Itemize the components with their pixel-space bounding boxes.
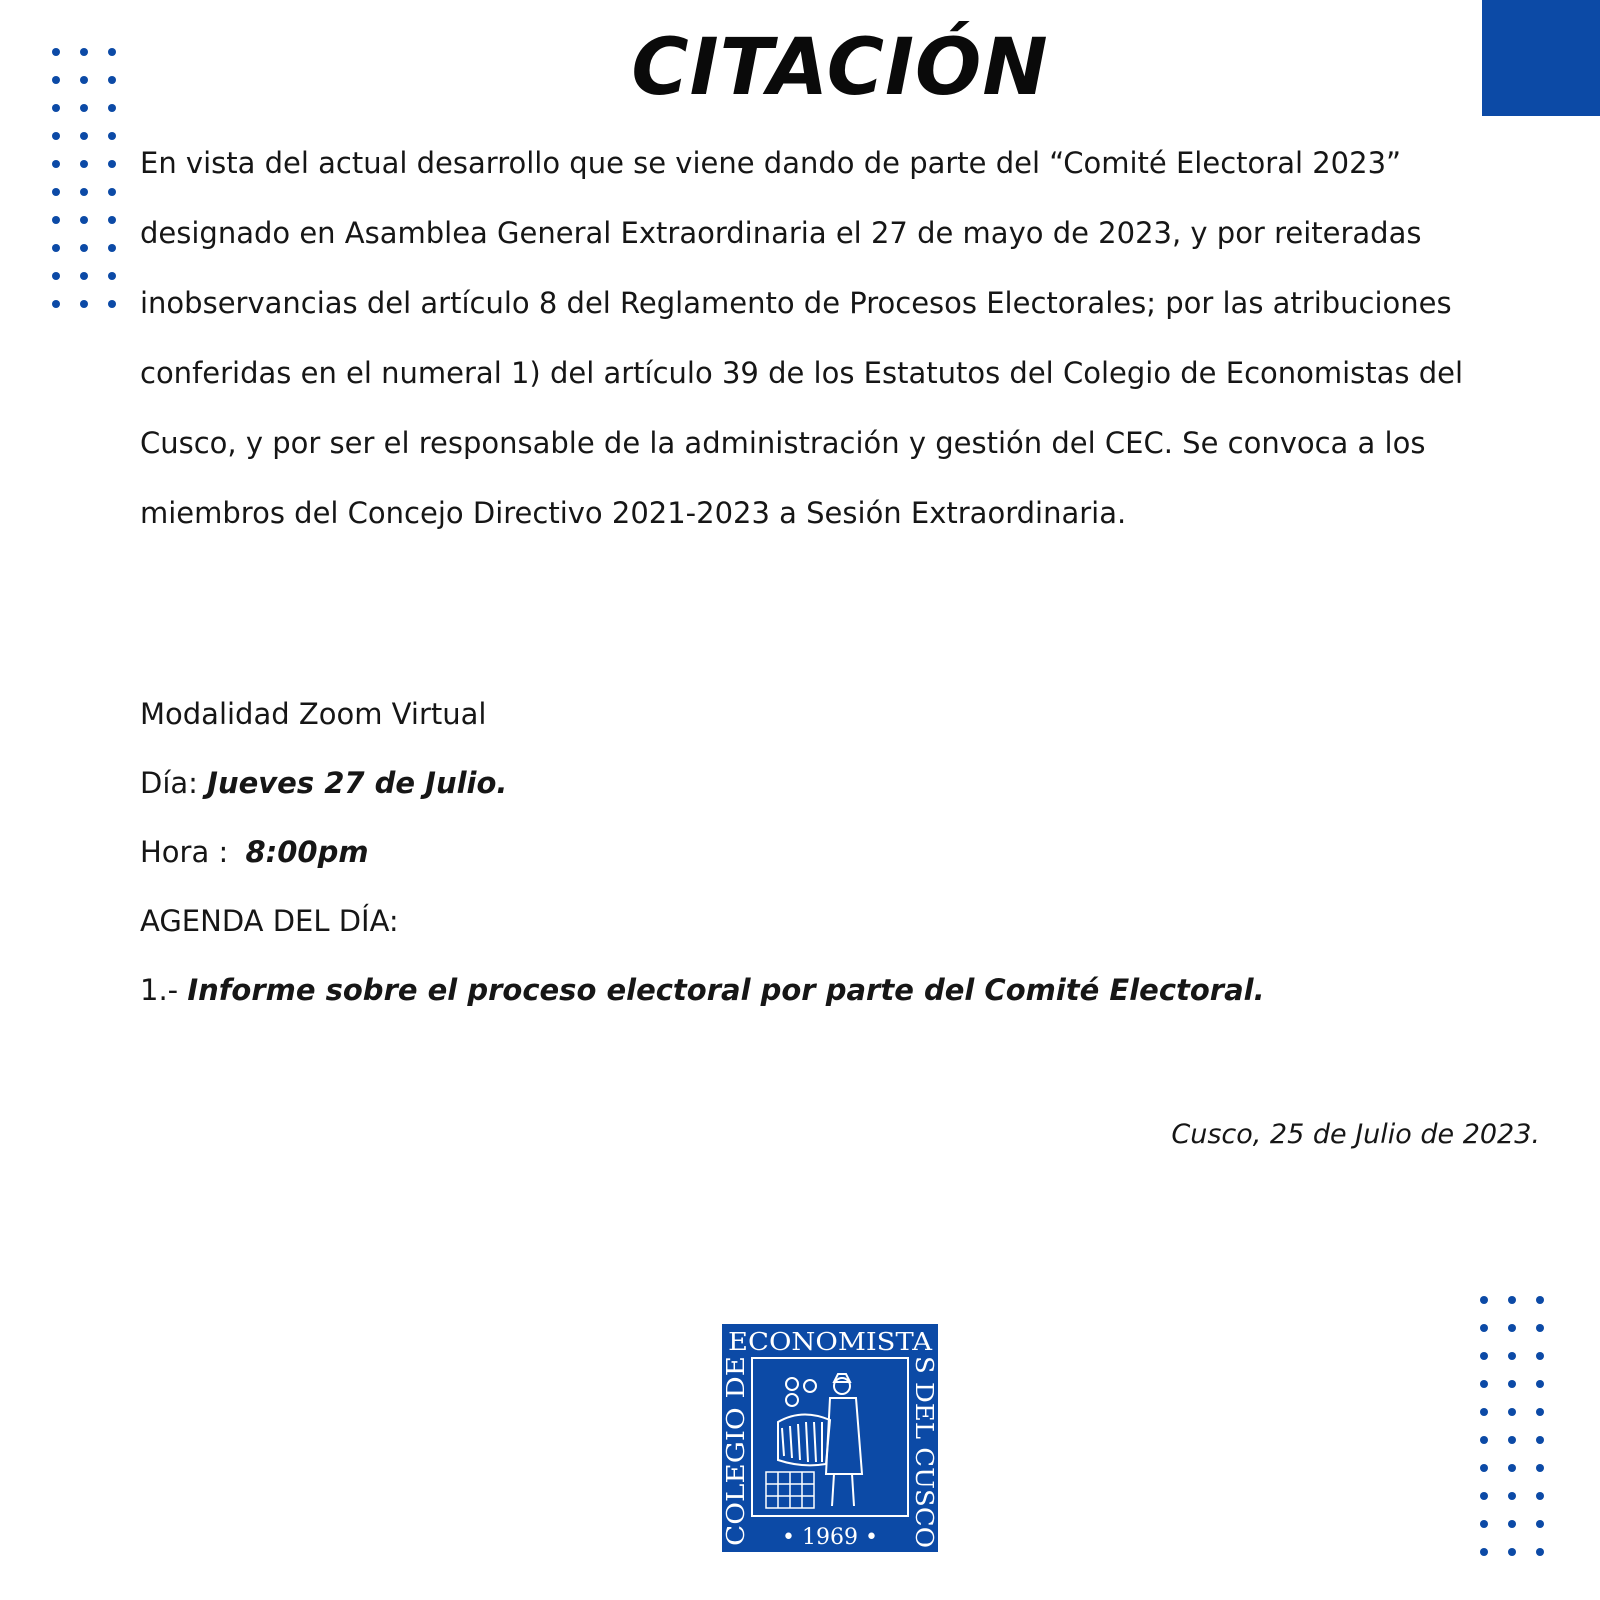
logo-left-text: COLEGIO DE — [722, 1381, 750, 1546]
logo-right-text: S DEL CUSCO — [910, 1356, 938, 1534]
agenda-item-number: 1.- — [140, 973, 179, 1007]
day-line — [140, 763, 507, 803]
body-paragraph: En vista del actual desarrollo que se viene dando de parte del “Comité Electoral 2023” designado en Asamblea General Extraordinaria el 27 de mayo de 2023, y por reiteradas inobservancias del artículo 8 del Reglamento de Procesos Electorales; por las atribuciones conferidas en el numeral 1) del artículo 39 de los Estatutos del Colegio de Economistas del Cusco, y por ser el responsable de la administración y gestión del CEC. Se convoca a los miembros del Concejo Directivo 2021-2023 a Sesión Extraordinaria. — [140, 146, 1464, 530]
logo-year: • 1969 • — [782, 1525, 878, 1550]
day-label: Día: — [140, 766, 198, 800]
decorative-dots-bottom-right — [1480, 1296, 1544, 1556]
time-label: Hora : — [140, 835, 229, 869]
day-value: Jueves 27 de Julio. — [207, 766, 508, 800]
logo-top-text: ECONOMISTA — [728, 1328, 933, 1356]
signature-place-date: Cusco, 25 de Julio de 2023. — [1171, 1119, 1540, 1150]
agenda-title: AGENDA DEL DÍA: — [140, 904, 399, 938]
modality-line: Modalidad Zoom Virtual — [140, 697, 487, 731]
page-title: CITACIÓN — [631, 23, 1049, 113]
agenda-item — [140, 970, 1265, 1010]
time-line — [140, 832, 369, 872]
time-value: 8:00pm — [245, 835, 369, 869]
college-seal-logo — [722, 1324, 938, 1552]
agenda-item-text: Informe sobre el proceso electoral por parte del Comité Electoral. — [187, 973, 1265, 1007]
